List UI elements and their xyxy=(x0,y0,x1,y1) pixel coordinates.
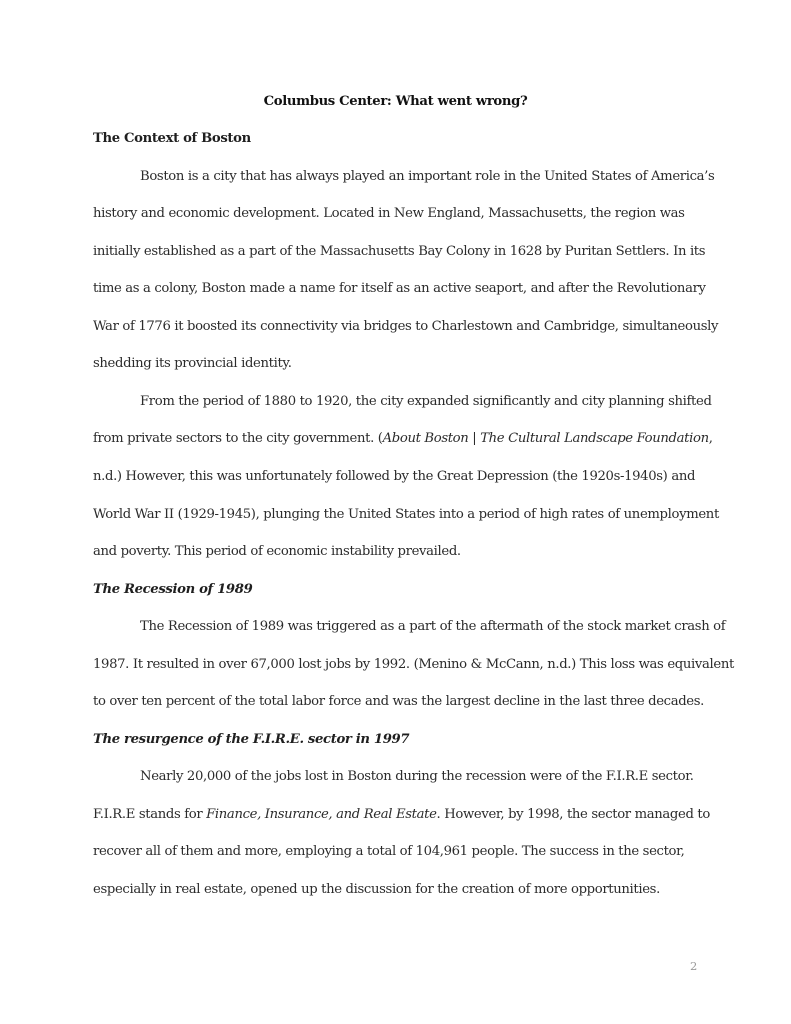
text-run: . However, by 1998, the sector managed to xyxy=(436,807,710,822)
paragraph-line: time as a colony, Boston made a name for itself as an active seaport, and after the Revolutionary xyxy=(93,281,706,296)
paragraph-line: n.d.) However, this was unfortunately followed by the Great Depression (the 1920s-1940s) and xyxy=(93,469,696,484)
paragraph-line: shedding its provincial identity. xyxy=(93,356,292,371)
text-run: , xyxy=(708,431,713,446)
page-number: 2 xyxy=(690,959,698,973)
paragraph-line: Nearly 20,000 of the jobs lost in Boston during the recession were of the F.I.R.E sector. xyxy=(140,769,694,784)
paragraph-line: Boston is a city that has always played an important role in the United States of America’s xyxy=(140,169,715,184)
citation-title: About Boston | The Cultural Landscape Foundation xyxy=(382,431,709,446)
paragraph-line: and poverty. This period of economic instability prevailed. xyxy=(93,544,461,559)
paragraph-line: initially established as a part of the Massachusetts Bay Colony in 1628 by Puritan Settlers. In its xyxy=(93,244,706,259)
section-heading-context: The Context of Boston xyxy=(93,131,251,146)
section-heading-fire-sector: The resurgence of the F.I.R.E. sector in 1997 xyxy=(93,732,410,747)
paragraph-line: World War II (1929-1945), plunging the United States into a period of high rates of unemployment xyxy=(93,507,719,522)
fire-expansion: Finance, Insurance, and Real Estate xyxy=(206,807,437,822)
section-heading-recession: The Recession of 1989 xyxy=(93,582,253,597)
paragraph-line: 1987. It resulted in over 67,000 lost jobs by 1992. (Menino & McCann, n.d.) This loss was equivalent xyxy=(93,657,734,672)
paragraph-line-with-term xyxy=(93,807,710,822)
paragraph-line-with-citation xyxy=(93,431,713,446)
paragraph-line: to over ten percent of the total labor force and was the largest decline in the last three decades. xyxy=(93,694,705,709)
paragraph-line: history and economic development. Located in New England, Massachusetts, the region was xyxy=(93,206,685,221)
paragraph-line: especially in real estate, opened up the discussion for the creation of more opportunities. xyxy=(93,882,660,897)
text-run: F.I.R.E stands for xyxy=(93,807,207,822)
document-title: Columbus Center: What went wrong? xyxy=(263,94,528,109)
text-run: from private sectors to the city government. ( xyxy=(93,431,383,446)
paragraph-line: From the period of 1880 to 1920, the city expanded significantly and city planning shifted xyxy=(140,394,712,409)
paragraph-line: recover all of them and more, employing a total of 104,961 people. The success in the sector, xyxy=(93,844,685,859)
paragraph-line: War of 1776 it boosted its connectivity via bridges to Charlestown and Cambridge, simultaneously xyxy=(93,319,719,334)
paragraph-line: The Recession of 1989 was triggered as a part of the aftermath of the stock market crash of xyxy=(140,619,726,634)
